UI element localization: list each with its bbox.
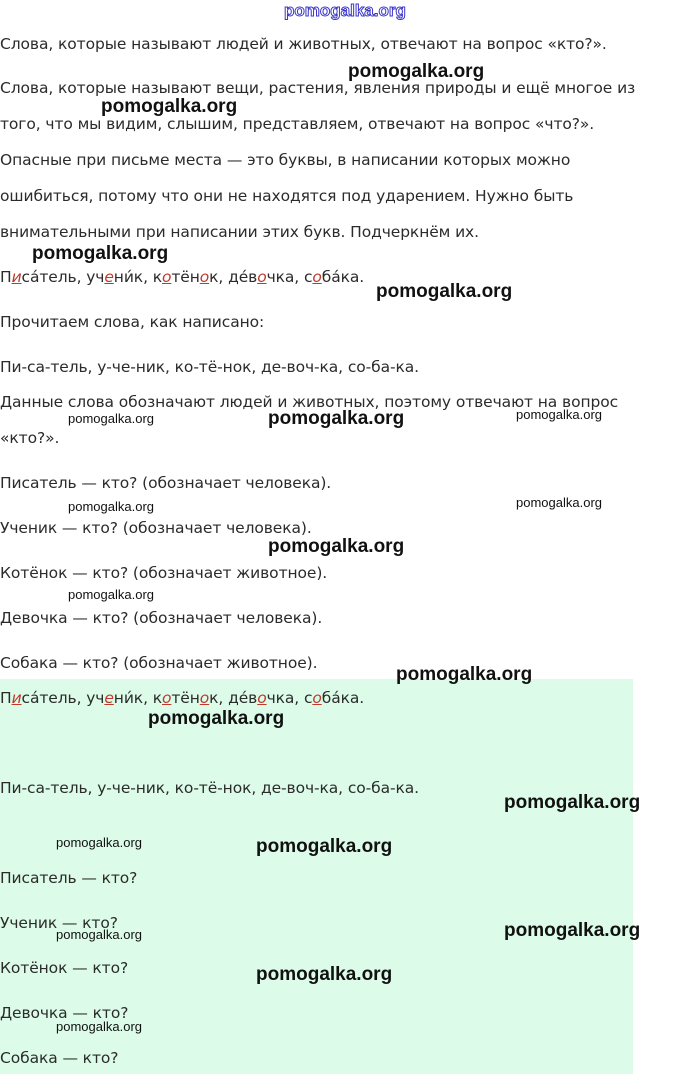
text-part: чка, с xyxy=(266,689,313,707)
watermark: pomogalka.org xyxy=(101,96,238,117)
text-part: чка, с xyxy=(266,268,313,286)
syllables-line: Пи-са-тель, у-че-ник, ко-тё-нок, де-воч-ка, со-ба-ка. xyxy=(0,358,419,376)
answer-question-4: Девочка — кто? xyxy=(0,1004,129,1022)
watermark: pomogalka.org xyxy=(348,61,485,82)
text-line-3b: ошибиться, потому что они не находятся под ударением. Нужно быть xyxy=(0,187,574,205)
text-line-2a: Слова, которые называют вещи, растения, явления природы и ещё многое из xyxy=(0,79,636,97)
question-2: Ученик — кто? (обозначает человека). xyxy=(0,519,312,537)
text-part: к, дéв xyxy=(209,268,258,286)
watermark: pomogalka.org xyxy=(396,664,533,685)
watermark: pomogalka.org xyxy=(256,964,393,985)
watermark: pomogalka.org xyxy=(516,495,602,510)
text-part: сáтель, уч xyxy=(21,268,105,286)
watermark: pomogalka.org xyxy=(268,536,405,557)
text-part: П xyxy=(0,268,12,286)
answer-question-1: Писатель — кто? xyxy=(0,869,138,887)
underlined-letter: о xyxy=(161,689,172,707)
text-part: тён xyxy=(171,689,200,707)
underlined-letter: о xyxy=(257,689,267,707)
watermark: pomogalka.org xyxy=(376,281,513,302)
underlined-letter: о xyxy=(312,268,322,286)
answer-marked-words xyxy=(0,688,364,708)
watermark: pomogalka.org xyxy=(68,587,154,602)
read-instruction: Прочитаем слова, как написано: xyxy=(0,313,265,331)
text-part: ни́к, к xyxy=(113,689,162,707)
text-line-1: Слова, которые называют людей и животных, отвечают на вопрос «кто?». xyxy=(0,35,607,53)
text-line-3c: внимательными при написании этих букв. Подчеркнём их. xyxy=(0,223,479,241)
answer-syllables: Пи-са-тель, у-че-ник, ко-тё-нок, де-воч-ка, со-ба-ка. xyxy=(0,779,419,797)
watermark: pomogalka.org xyxy=(268,408,405,429)
underlined-letter: е xyxy=(104,689,114,707)
watermark: pomogalka.org xyxy=(56,927,142,942)
answer-question-3: Котёнок — кто? xyxy=(0,959,129,977)
text-part: ни́к, к xyxy=(113,268,162,286)
text-part: сáтель, уч xyxy=(21,689,105,707)
underlined-letter: и xyxy=(11,268,22,286)
watermark: pomogalka.org xyxy=(56,1019,142,1034)
watermark: pomogalka.org xyxy=(56,835,142,850)
text-part: П xyxy=(0,689,12,707)
text-part: к, дéв xyxy=(209,689,258,707)
watermark: pomogalka.org xyxy=(32,243,169,264)
underlined-letter: о xyxy=(312,689,322,707)
text-part: бáка. xyxy=(321,689,365,707)
question-5: Собака — кто? (обозначает животное). xyxy=(0,654,318,672)
explanation-b: «кто?». xyxy=(0,429,60,447)
watermark: pomogalka.org xyxy=(256,836,393,857)
watermark: pomogalka.org xyxy=(516,407,602,422)
underlined-letter: о xyxy=(199,268,210,286)
question-4: Девочка — кто? (обозначает человека). xyxy=(0,609,323,627)
explanation-a: Данные слова обозначают людей и животных, поэтому отвечают на вопрос xyxy=(0,393,619,411)
watermark: pomogalka.org xyxy=(284,1,406,20)
underlined-letter: е xyxy=(104,268,114,286)
underlined-letter: о xyxy=(257,268,267,286)
watermark: pomogalka.org xyxy=(68,499,154,514)
watermark: pomogalka.org xyxy=(148,708,285,729)
text-line-3a: Опасные при письме места — это буквы, в написании которых можно xyxy=(0,151,571,169)
watermark: pomogalka.org xyxy=(68,411,154,426)
underlined-letter: о xyxy=(199,689,210,707)
question-1: Писатель — кто? (обозначает человека). xyxy=(0,474,332,492)
underlined-letter: и xyxy=(11,689,22,707)
answer-question-5: Собака — кто? xyxy=(0,1049,119,1067)
text-part: бáка. xyxy=(321,268,365,286)
watermark: pomogalka.org xyxy=(504,920,641,941)
question-3: Котёнок — кто? (обозначает животное). xyxy=(0,564,328,582)
text-part: тён xyxy=(171,268,200,286)
text-line-2b: того, что мы видим, слышим, представляем, отвечают на вопрос «что?». xyxy=(0,115,595,133)
watermark: pomogalka.org xyxy=(504,792,641,813)
marked-words-line xyxy=(0,267,364,287)
answer-question-2: Ученик — кто? xyxy=(0,914,118,932)
underlined-letter: о xyxy=(161,268,172,286)
